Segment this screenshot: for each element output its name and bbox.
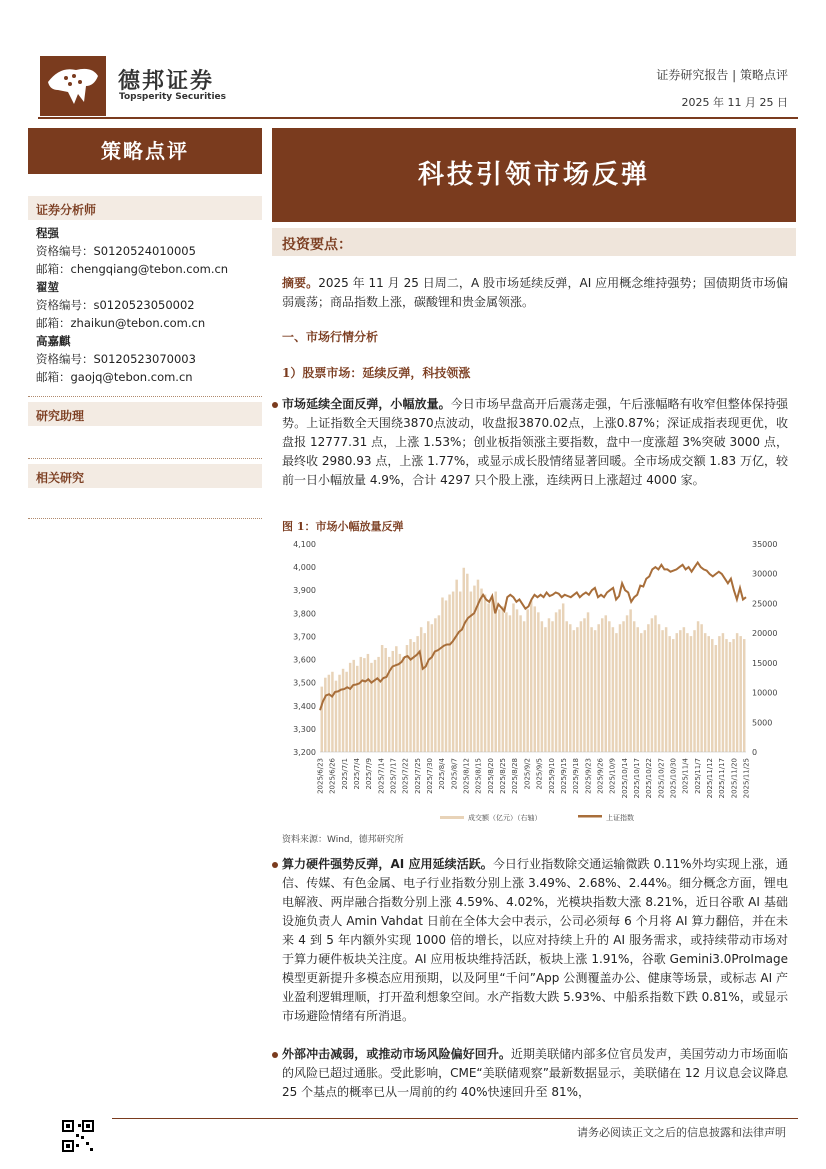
y-axis-right <box>752 540 777 757</box>
volume-bar <box>718 636 720 752</box>
volume-bar <box>729 642 731 752</box>
volume-bar <box>640 633 642 752</box>
analyst-block-2 <box>36 278 205 332</box>
y-left-tick-label: 3,900 <box>293 586 316 596</box>
analyst-email[interactable]: 邮箱：gaojq@tebon.com.cn <box>36 370 193 384</box>
footer-divider <box>112 1118 798 1119</box>
volume-bar <box>399 654 401 752</box>
volume-bar <box>565 621 567 752</box>
volume-bar <box>541 621 543 752</box>
x-tick-label: 2025/9/5 <box>535 758 544 790</box>
x-tick-label: 2025/7/25 <box>413 758 422 794</box>
y-left-tick-label: 3,500 <box>293 678 316 688</box>
volume-bar <box>502 606 504 752</box>
volume-bar <box>668 636 670 752</box>
volume-bar <box>480 589 482 752</box>
legend <box>440 813 634 822</box>
volume-bar <box>484 595 486 752</box>
volume-bar <box>441 597 443 752</box>
volume-bar <box>576 627 578 752</box>
legend-label-line: 上证指数 <box>606 814 634 822</box>
volume-bar <box>455 580 457 752</box>
x-tick-label: 2025/10/22 <box>645 758 654 799</box>
analyst-cert: 资格编号：S0120523070003 <box>36 352 196 366</box>
index-line <box>320 563 746 711</box>
volume-bar <box>658 624 660 752</box>
analyst-email[interactable]: 邮箱：zhaikun@tebon.com.cn <box>36 316 206 330</box>
volume-bar <box>427 621 429 752</box>
analysts-title: 证券分析师 <box>36 203 97 217</box>
volume-bar <box>651 618 653 752</box>
summary-label: 摘要。 <box>282 276 319 290</box>
volume-bar <box>349 663 351 752</box>
volume-bar <box>608 621 610 752</box>
analyst-name: 高嘉麒 <box>36 334 71 348</box>
volume-bar <box>633 621 635 752</box>
volume-bar <box>615 633 617 752</box>
volume-bar <box>736 633 738 752</box>
x-tick-label: 2025/10/14 <box>620 758 629 799</box>
volume-bar <box>448 595 450 752</box>
volume-bar <box>466 574 468 752</box>
volume-bar <box>370 663 372 752</box>
volume-bar <box>732 639 734 752</box>
volume-bar <box>597 624 599 752</box>
related-title: 相关研究 <box>36 471 85 485</box>
x-tick-label: 2025/9/15 <box>559 758 568 794</box>
y-right-tick-label: 35000 <box>752 540 778 549</box>
volume-bar <box>452 592 454 752</box>
divider <box>28 396 262 397</box>
volume-bar <box>665 627 667 752</box>
volume-bar <box>654 615 656 752</box>
volume-bar <box>743 639 745 752</box>
x-tick-label: 2025/9/2 <box>523 758 532 790</box>
volume-bar <box>679 630 681 752</box>
report-type: 证券研究报告 | 策略点评 <box>656 68 788 82</box>
volume-bar <box>409 639 411 752</box>
volume-bar <box>342 669 344 752</box>
analyst-name: 程强 <box>36 226 59 240</box>
volume-bar <box>516 609 518 752</box>
figure-source: 资料来源：Wind，德邦研究所 <box>282 835 404 845</box>
y-left-tick-label: 3,300 <box>293 724 316 734</box>
analyst-block-3 <box>36 332 196 386</box>
volume-bar <box>487 603 489 752</box>
y-right-tick-label: 10000 <box>752 688 778 698</box>
logo-mark <box>40 56 106 116</box>
y-right-tick-label: 25000 <box>752 599 778 609</box>
x-tick-label: 2025/7/9 <box>365 758 374 790</box>
y-left-tick-label: 4,100 <box>293 540 316 549</box>
x-tick-label: 2025/11/12 <box>705 758 714 799</box>
volume-bar <box>338 675 340 752</box>
y-right-tick-label: 15000 <box>752 658 778 668</box>
x-tick-label: 2025/6/26 <box>328 758 337 794</box>
volume-bar <box>463 568 465 752</box>
paragraph-3 <box>282 1045 788 1102</box>
volume-bar <box>697 621 699 752</box>
volume-bar <box>509 615 511 752</box>
analyst-cert: 资格编号：S0120524010005 <box>36 244 196 258</box>
x-tick-label: 2025/10/17 <box>632 758 641 799</box>
volume-bar <box>700 624 702 752</box>
volume-bar <box>534 606 536 752</box>
legend-swatch-line <box>578 815 602 818</box>
volume-bar <box>594 630 596 752</box>
x-tick-label: 2025/8/28 <box>511 758 520 794</box>
volume-bar <box>381 645 383 752</box>
volume-bar <box>459 592 461 752</box>
volume-bar <box>636 627 638 752</box>
x-tick-label: 2025/11/17 <box>718 758 727 799</box>
volume-bar <box>686 633 688 752</box>
y-left-tick-label: 3,600 <box>293 655 316 665</box>
volume-bar <box>715 645 717 752</box>
volume-bar <box>622 621 624 752</box>
x-tick-label: 2025/8/15 <box>474 758 483 794</box>
volume-bar <box>704 633 706 752</box>
y-left-tick-label: 3,700 <box>293 632 316 642</box>
volume-bar <box>672 639 674 752</box>
y-right-tick-label: 20000 <box>752 629 778 639</box>
x-tick-label: 2025/7/4 <box>353 758 362 790</box>
volume-bar <box>512 603 514 752</box>
x-tick-label: 2025/9/26 <box>596 758 605 794</box>
volume-bar <box>367 654 369 752</box>
volume-bar <box>580 621 582 752</box>
x-tick-label: 2025/7/22 <box>401 758 410 794</box>
volume-bar <box>363 658 365 752</box>
volume-bar <box>377 657 379 752</box>
volume-bar <box>526 609 528 752</box>
volume-bar <box>612 627 614 752</box>
volume-bar <box>523 621 525 752</box>
volume-bar <box>573 630 575 752</box>
volume-bar <box>328 675 330 752</box>
volume-bar <box>722 633 724 752</box>
x-tick-label: 2025/9/10 <box>547 758 556 794</box>
footer-disclaimer: 请务必阅读正文之后的信息披露和法律声明 <box>577 1126 786 1139</box>
x-tick-label: 2025/9/23 <box>584 758 593 794</box>
volume-bar <box>548 618 550 752</box>
report-date: 2025 年 11 月 25 日 <box>681 96 788 109</box>
volume-bar <box>558 609 560 752</box>
volume-bar <box>356 666 358 752</box>
volume-bar <box>445 600 447 752</box>
y-left-tick-label: 3,400 <box>293 701 316 711</box>
volume-bar <box>544 627 546 752</box>
volume-bar <box>345 672 347 752</box>
x-axis-labels <box>317 757 751 798</box>
y-right-tick-label: 0 <box>752 748 758 757</box>
bullet <box>272 1052 278 1058</box>
volume-bar <box>374 660 376 752</box>
qr-code-icon <box>62 1120 94 1152</box>
volume-bar <box>583 618 585 752</box>
volume-bar <box>431 624 433 752</box>
volume-bar <box>619 624 621 752</box>
x-tick-label: 2025/7/14 <box>377 758 386 794</box>
section-heading: 一、市场行情分析 <box>282 330 379 344</box>
x-tick-label: 2025/10/27 <box>657 758 666 799</box>
figure-title: 图 1：市场小幅放量反弹 <box>282 520 404 533</box>
volume-bar <box>395 646 397 752</box>
volume-bar <box>434 618 436 752</box>
legend-swatch-bars <box>440 816 464 819</box>
volume-bar <box>402 657 404 752</box>
x-tick-label: 2025/8/7 <box>450 758 459 790</box>
volume-bar <box>644 630 646 752</box>
volume-bar <box>352 660 354 752</box>
volume-bar <box>491 597 493 752</box>
x-tick-label: 2025/11/7 <box>693 758 702 794</box>
volume-bar <box>551 621 553 752</box>
x-tick-label: 2025/10/9 <box>608 758 617 794</box>
chart <box>280 534 788 830</box>
analyst-name: 翟堃 <box>36 280 59 294</box>
x-tick-label: 2025/11/25 <box>742 758 751 799</box>
x-tick-label: 2025/10/30 <box>669 758 678 799</box>
volume-bar <box>690 636 692 752</box>
volume-bar <box>587 612 589 752</box>
volume-bar <box>711 639 713 752</box>
y-left-tick-label: 3,800 <box>293 609 316 619</box>
volume-bar <box>707 636 709 752</box>
header-divider <box>38 117 798 119</box>
logo-text-cn: 德邦证券 <box>118 69 215 94</box>
volume-bar <box>406 645 408 752</box>
category-band: 策略点评 <box>28 128 262 174</box>
volume-bar <box>683 627 685 752</box>
x-tick-label: 2025/8/20 <box>486 758 495 794</box>
x-tick-label: 2025/8/12 <box>462 758 471 794</box>
paragraph-lead: 算力硬件强势反弹，AI 应用延续活跃。 <box>282 857 493 871</box>
y-left-tick-label: 3,200 <box>293 748 316 757</box>
volume-bar <box>661 630 663 752</box>
volume-bar <box>519 615 521 752</box>
volume-bar <box>420 627 422 752</box>
summary-text: 2025 年 11 月 25 日周二，A 股市场延续反弹，AI 应用概念维持强势；国债期货市场偏弱震荡；商品指数上涨，碳酸锂和贵金属领涨。 <box>282 276 788 309</box>
volume-bar <box>626 615 628 752</box>
report-title: 科技引领市场反弹 <box>272 128 796 222</box>
divider <box>28 518 262 519</box>
paragraph-2 <box>282 855 788 1026</box>
x-tick-label: 2025/6/23 <box>316 758 325 794</box>
divider <box>28 458 262 459</box>
volume-bar <box>647 624 649 752</box>
volume-bar <box>629 609 631 752</box>
x-tick-label: 2025/8/4 <box>438 758 447 790</box>
volume-bar <box>693 630 695 752</box>
volume-bar <box>562 603 564 752</box>
bullet <box>272 862 278 868</box>
x-tick-label: 2025/8/25 <box>499 758 508 794</box>
paragraph-lead: 外部冲击减弱，或推动市场风险偏好回升。 <box>282 1047 511 1061</box>
paragraph-lead: 市场延续全面反弹，小幅放量。 <box>282 397 451 411</box>
volume-bar <box>498 609 500 752</box>
volume-bar <box>505 612 507 752</box>
x-tick-label: 2025/7/1 <box>340 758 349 790</box>
volume-bar <box>725 639 727 752</box>
volume-bar <box>331 672 333 752</box>
x-tick-label: 2025/9/18 <box>572 758 581 794</box>
paragraph-text: 今日行业指数除交通运输微跌 0.11%外均实现上涨，通信、传媒、有色金属、电子行业指数分别上涨 3.49%、2.68%、2.44%。细分概念方面，锂电电解液、两岸融合指数分别上涨 4.59%、4.02%，光模块指数大涨 8.21%，近日谷歌 AI 基础设施负责人 Amin Vahdat 日前在全体大会中表示，公司必须每 6 个月将 AI 算力翻倍，并在未来 4 到 5 年内额外实现 1000 倍的增长，以应对持续上升的 AI 服务需求，或持续带动市场对于算力硬件板块关注度。AI 应用板块维持活跃，板块上涨 1.91%，谷歌 Gemini3.0ProImage 模型更新提升多模态应用预期，以及阿里“千问”App 公测覆盖办公、健康等场景，或标志 AI 产业盈利逻辑理顺，打开盈利想象空间。水产指数大跌 5.93%、中船系指数下跌 0.81%，或显示市场避险情绪有所消退。 <box>282 857 788 1023</box>
volume-bar <box>360 657 362 752</box>
subsection-heading: 1）股票市场：延续反弹，科技领涨 <box>282 366 471 380</box>
analyst-email[interactable]: 邮箱：chengqiang@tebon.com.cn <box>36 262 229 276</box>
x-tick-label: 2025/11/20 <box>730 758 739 799</box>
y-axis-left <box>293 540 316 757</box>
volume-bar <box>384 648 386 752</box>
analyst-block-1 <box>36 224 228 278</box>
paragraph-text: 今日市场早盘高开后震荡走强，午后涨幅略有收窄但整体保持强势。上证指数全天围绕3870点波动，收盘报3870.02点，上涨0.87%；深证成指表现更优，收盘报 12777.31 点，上涨 1.53%；创业板指领涨主要指数，盘中一度涨超 3%突破 3000 点，最终收 2980.93 点，上涨 1.77%，或显示成长股情绪显著回暖。全市场成交额 1.83 万亿，较前一日小幅放量 4.9%，合计 4297 只个股上涨，连续两日上涨超过 4000 家。 <box>282 397 788 487</box>
volume-bar <box>555 612 557 752</box>
y-left-tick-label: 4,000 <box>293 563 316 573</box>
volume-bar <box>601 618 603 752</box>
x-tick-label: 2025/11/4 <box>681 758 690 794</box>
x-tick-label: 2025/7/30 <box>426 758 435 794</box>
volume-bar <box>438 615 440 752</box>
volume-bar <box>494 592 496 752</box>
volume-bar <box>530 600 532 752</box>
volume-bar <box>537 612 539 752</box>
volume-bar <box>676 633 678 752</box>
invest-points-title: 投资要点： <box>282 237 352 253</box>
y-right-tick-label: 5000 <box>752 718 773 728</box>
volume-bar <box>569 624 571 752</box>
volume-bar <box>590 627 592 752</box>
analyst-cert: 资格编号：s0120523050002 <box>36 298 195 312</box>
assistant-title: 研究助理 <box>36 409 85 423</box>
x-tick-label: 2025/7/17 <box>389 758 398 794</box>
summary <box>282 274 788 312</box>
y-right-tick-label: 30000 <box>752 569 778 579</box>
volume-bar <box>605 615 607 752</box>
volume-bar <box>739 636 741 752</box>
paragraph-text: 近期美联储内部多位官员发声，美国劳动力市场面临的风险已超过通胀。受此影响，CME“美联储观察”最新数据显示，美联储在 12 月议息会议降息 25 个基点的概率已从一周前的约 40%快速回升至 81%， <box>282 1047 788 1099</box>
paragraph-1 <box>282 395 788 490</box>
bullet <box>272 402 278 408</box>
volume-bar <box>324 678 326 752</box>
logo-text-en: Topsperity Securities <box>119 92 226 102</box>
legend-label-bars: 成交额（亿元）（右轴） <box>468 814 542 822</box>
volume-bar <box>423 633 425 752</box>
volume-bar <box>321 687 323 752</box>
